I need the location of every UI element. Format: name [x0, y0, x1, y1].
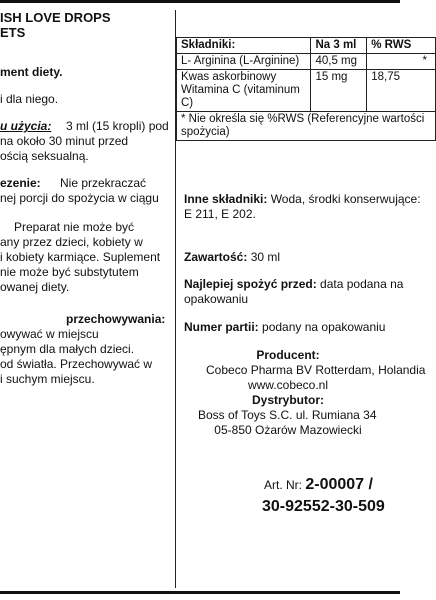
warning-label: ezenie:: [0, 176, 41, 190]
warning-line2: nej porcji do spożycia w ciągu: [0, 191, 159, 205]
table-cell: Kwas askorbinowy Witamina C (vitaminum C): [177, 70, 311, 112]
best-before-label: Najlepiej spożyć przed:: [184, 277, 317, 291]
storage-line2: ępnym dla małych dzieci.: [0, 342, 135, 356]
producer-website: www.cobeco.nl: [247, 378, 329, 392]
right-column: [176, 0, 427, 600]
preparation-line5: owanej diety.: [0, 280, 70, 294]
header-ingredients: Składniki:: [177, 38, 311, 54]
product-title-line1: ISH LOVE DROPS: [0, 10, 111, 25]
header-rws: % RWS: [367, 38, 436, 54]
batch-value: podany na opakowaniu: [258, 320, 386, 334]
best-before-value: data podana na: [316, 277, 404, 291]
storage-line1: owywać w miejscu: [0, 327, 99, 341]
article-number-line2: 30-92552-30-509: [262, 498, 385, 515]
article-number-prefix: Art. Nr:: [264, 478, 306, 492]
storage-line3: od światła. Przechowywać w: [0, 357, 153, 371]
content-value: 30 ml: [247, 250, 281, 264]
content-label: Zawartość:: [184, 250, 248, 264]
usage-line1: 3 ml (15 kropli) pod: [66, 119, 169, 133]
product-title-line2: ETS: [0, 25, 26, 40]
best-before-line2: opakowaniu: [184, 292, 249, 306]
table-cell: *: [367, 54, 436, 70]
table-header-row: [177, 38, 436, 54]
other-ingredients: [184, 192, 421, 207]
table-cell: L- Arginina (L-Arginine): [177, 54, 311, 70]
content-volume: [184, 250, 280, 265]
usage-label: u użycia:: [0, 119, 52, 133]
other-ingredients-line2: E 211, E 202.: [184, 207, 256, 221]
batch-number: [184, 320, 385, 335]
distributor-line2: 05-850 Ożarów Mazowiecki: [214, 423, 362, 437]
other-ingredients-value: Woda, środki konserwujące:: [267, 192, 421, 206]
left-column: [0, 0, 175, 600]
product-subtitle: ment diety.: [0, 65, 63, 79]
usage-line3: ością seksualną.: [0, 149, 89, 163]
table-cell: 15 mg: [311, 70, 367, 112]
preparation-line1: Preparat nie może być: [14, 220, 135, 234]
best-before: [184, 277, 403, 292]
article-number-line1: 2-00007 /: [305, 476, 373, 493]
producer-line1: Cobeco Pharma BV Rotterdam, Holandia: [206, 363, 426, 377]
preparation-line3: i kobiety karmiące. Suplement: [0, 250, 161, 264]
ingredients-table: [176, 37, 436, 141]
table-row: [177, 54, 436, 70]
distributor-label: Dystrybutor:: [251, 393, 324, 407]
storage-line4: i suchym miejscu.: [0, 372, 95, 386]
article-number: [264, 474, 373, 496]
preparation-line2: any przez dzieci, kobiety w: [0, 235, 143, 249]
storage-label: przechowywania:: [66, 312, 166, 326]
intended-for-text: i dla niego.: [0, 92, 59, 106]
header-per-dose: Na 3 ml: [311, 38, 367, 54]
producer-label: Producent:: [256, 348, 320, 362]
table-footnote-row: [177, 112, 436, 141]
table-cell: 18,75: [367, 70, 436, 112]
usage-line2: na około 30 minut przed: [0, 134, 129, 148]
warning-line1: Nie przekraczać: [60, 176, 147, 190]
other-ingredients-label: Inne składniki:: [184, 192, 268, 206]
table-row: [177, 70, 436, 112]
distributor-line1: Boss of Toys S.C. ul. Rumiana 34: [198, 408, 377, 422]
preparation-line4: nie może być substytutem: [0, 265, 139, 279]
table-footnote: * Nie określa się %RWS (Referencyjne wartości spożycia): [177, 112, 436, 141]
bottom-rule: [0, 591, 400, 594]
table-cell: 40,5 mg: [311, 54, 367, 70]
batch-label: Numer partii:: [184, 320, 259, 334]
